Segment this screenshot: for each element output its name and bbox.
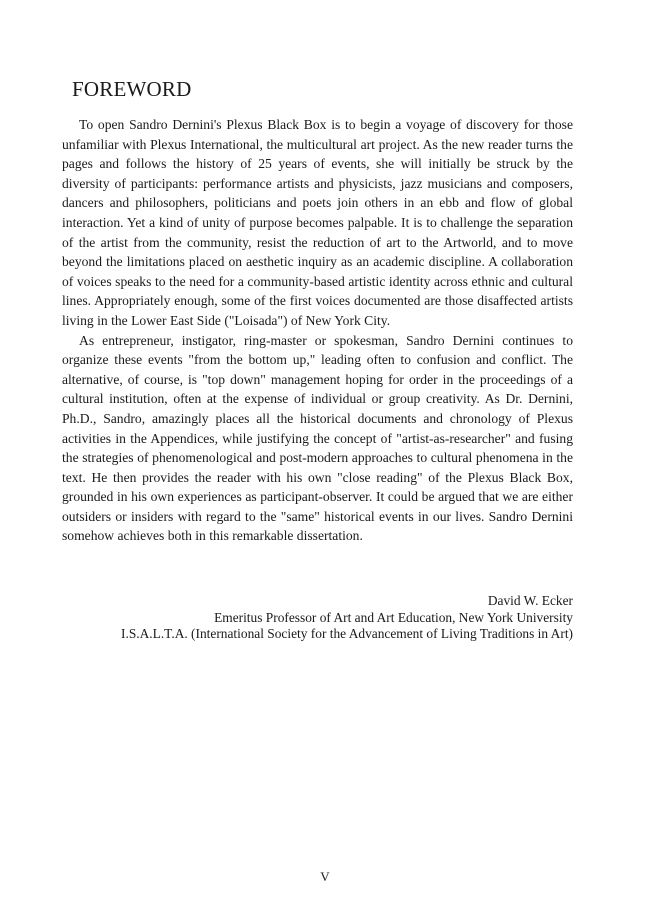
signature-block — [62, 593, 573, 643]
page-number: V — [320, 869, 330, 884]
paragraph-1: To open Sandro Dernini's Plexus Black Box is to begin a voyage of discovery for those unfamiliar with Plexus International, the multicultural art project. As the new reader turns the pages and follows the history of 25 years of events, she will initially be struck by the diversity of participants: performance artists and physicists, jazz musicians and composers, dancers and philosophers, politicians and poets join others in an ebb and flow of global interaction. Yet a kind of unity of purpose becomes palpable. It is to challenge the separation of the artist from the community, resist the reduction of art to the Artworld, and to move beyond the limitations placed on aesthetic inquiry as an academic discipline. A collaboration of voices speaks to the need for a community-based artistic identity across ethnic and cultural lines. Appropriately enough, some of the first voices documented are those disaffected artists living in the Lower East Side ("Loisada") of New York City. — [62, 117, 573, 328]
document-page — [62, 0, 573, 917]
page-title: FOREWORD — [72, 77, 192, 101]
paragraph-2: As entrepreneur, instigator, ring-master or spokesman, Sandro Dernini continues to organize these events "from the bottom up," leading often to confusion and conflict. The alternative, of course, is "top down" management hoping for order in the proceedings of a cultural institution, often at the expense of individual or group creativity. As Dr. Dernini, Ph.D., Sandro, amazingly places all the historical documents and chronology of Plexus activities in the Appendices, while justifying the concept of "artist-as-researcher" and fusing the strategies of phenomenological and post-modern approaches to cultural phenomena in the text. He then provides the reader with his own "close reading" of the Plexus Black Box, grounded in his own experiences as participant-observer. It could be argued that we are either outsiders or insiders with regard to the "same" historical events in our lives. Sandro Dernini somehow achieves both in this remarkable dissertation. — [62, 332, 573, 544]
signature-affiliation: I.S.A.L.T.A. (International Society for the Advancement of Living Traditions in Art) — [121, 626, 573, 641]
signature-title: Emeritus Professor of Art and Art Education, New York University — [214, 609, 573, 625]
signature-name: David W. Ecker — [487, 593, 573, 608]
foreword-body — [62, 115, 573, 546]
